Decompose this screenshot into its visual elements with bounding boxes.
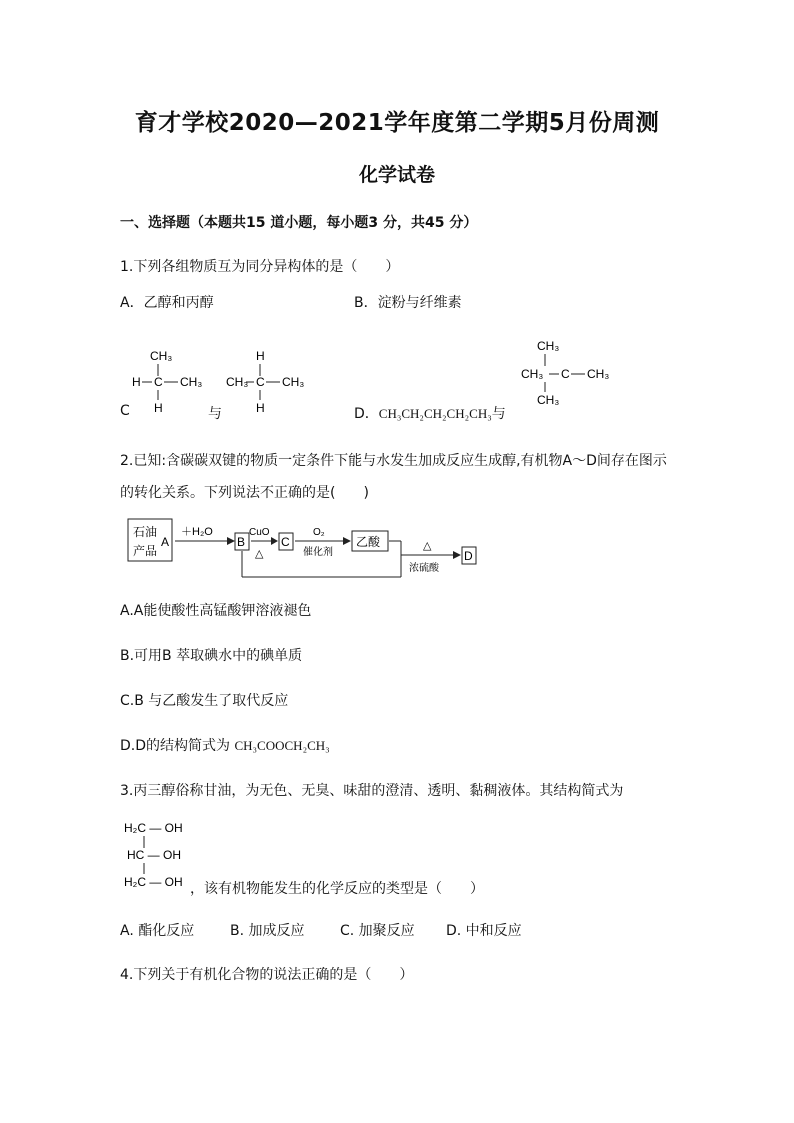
q1-option-d-formula: CH₃CH₂CH₂CH₂CH₃ bbox=[378, 406, 492, 421]
diagram-b: B bbox=[237, 535, 246, 549]
struct1-center-c: C bbox=[154, 375, 163, 389]
q1-option-d-structure bbox=[515, 334, 635, 414]
struct2-top-h: H bbox=[256, 349, 265, 363]
page-subtitle: 化学试卷 bbox=[358, 164, 435, 186]
q1-option-d-and: 与 bbox=[491, 406, 506, 422]
diagram-delta2: △ bbox=[423, 540, 432, 552]
diagram-catalyst: 催化剂 bbox=[303, 547, 333, 558]
q1-option-b: B．淀粉与纤维素 bbox=[354, 295, 462, 311]
diagram-o2: O₂ bbox=[313, 527, 325, 538]
diagram-h2so4: 浓硫酸 bbox=[409, 563, 439, 574]
struct3-bottom-ch3: CH₃ bbox=[537, 393, 560, 407]
q2-option-a: A.A能使酸性高锰酸钾溶液褪色 bbox=[120, 603, 312, 619]
glycerol-row1: H₂C — OH bbox=[124, 821, 183, 835]
struct2-bottom-h: H bbox=[256, 401, 265, 415]
diagram-delta1: △ bbox=[255, 548, 264, 560]
diagram-box-line1: 石油 bbox=[133, 525, 158, 539]
q3-tail: ，该有机物能发生的化学反应的类型是（ ） bbox=[190, 881, 484, 897]
q2-option-b: B.可用B 萃取碘水中的碘单质 bbox=[120, 648, 303, 664]
struct1-bottom-h: H bbox=[154, 401, 163, 415]
struct1-left-h: H bbox=[132, 375, 141, 389]
q2-option-d-prefix: D.D的结构简式为 bbox=[120, 738, 235, 754]
q1-option-c-label: C bbox=[120, 403, 130, 419]
glycerol-row2: HC — OH bbox=[127, 848, 181, 862]
q1-option-d-prefix: D． bbox=[354, 406, 379, 422]
q2-stem-line2: 的转化关系。下列说法不正确的是( ) bbox=[120, 485, 369, 501]
section-heading: 一、选择题（本题共15 道小题，每小题3 分，共45 分） bbox=[120, 215, 478, 231]
q1-option-c-and: 与 bbox=[208, 406, 222, 422]
q3-option-d: D. 中和反应 bbox=[446, 923, 522, 939]
q3-stem: 3.丙三醇俗称甘油，为无色、无臭、味甜的澄清、透明、黏稠液体。其结构简式为 bbox=[120, 783, 624, 799]
struct2-left-ch3: CH₃ bbox=[226, 375, 249, 389]
diagram-cuo: CuO bbox=[249, 527, 270, 538]
q1-option-c-structures bbox=[120, 340, 350, 430]
diagram-reagent1: ＋H₂O bbox=[181, 526, 213, 538]
struct1-right-ch3: CH₃ bbox=[180, 375, 203, 389]
struct1-top-ch3: CH₃ bbox=[150, 349, 173, 363]
q2-option-d-formula: CH₃COOCH₂CH₃ bbox=[234, 738, 330, 753]
q3-option-a: A. 酯化反应 bbox=[120, 923, 195, 939]
struct3-center-c: C bbox=[561, 367, 570, 381]
q2-option-d bbox=[120, 735, 330, 755]
struct2-right-ch3: CH₃ bbox=[282, 375, 305, 389]
diagram-c: C bbox=[281, 535, 290, 549]
q2-stem-line1: 2.已知:含碳碳双键的物质一定条件下能与水发生加成反应生成醇,有机物A～D间存在图示 bbox=[120, 453, 667, 469]
struct3-top-ch3: CH₃ bbox=[537, 339, 560, 353]
page-title: 育才学校2020—2021学年度第二学期5月份周测 bbox=[134, 110, 660, 136]
q2-reaction-diagram bbox=[125, 515, 485, 580]
q1-option-a: A．乙醇和丙醇 bbox=[120, 295, 214, 311]
q1-option-d bbox=[354, 403, 506, 423]
diagram-box-line2: 产品 bbox=[133, 544, 158, 558]
diagram-d: D bbox=[464, 549, 473, 563]
struct3-right-ch3: CH₃ bbox=[587, 367, 610, 381]
q4-stem: 4.下列关于有机化合物的说法正确的是（ ） bbox=[120, 967, 414, 983]
struct3-left-ch3: CH₃ bbox=[521, 367, 544, 381]
diagram-a: A bbox=[161, 535, 170, 549]
glycerol-row3: H₂C — OH bbox=[124, 875, 183, 889]
q1-stem: 1.下列各组物质互为同分异构体的是（ ） bbox=[120, 259, 400, 275]
q2-option-c: C.B 与乙酸发生了取代反应 bbox=[120, 693, 289, 709]
struct2-center-c: C bbox=[256, 375, 265, 389]
q3-option-c: C. 加聚反应 bbox=[340, 923, 415, 939]
q3-option-b: B. 加成反应 bbox=[230, 923, 305, 939]
diagram-acid: 乙酸 bbox=[356, 535, 381, 549]
